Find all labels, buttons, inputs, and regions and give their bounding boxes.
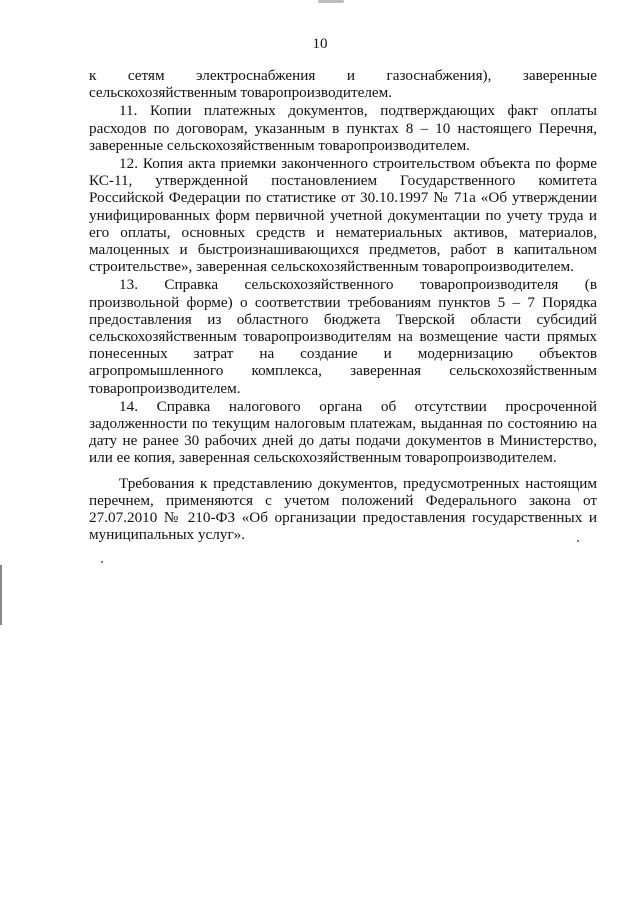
paragraph-requirements: Требования к представлению документов, предусмотренных настоящим перечнем, применяются с учетом положений Федерального закона от 27.07.2010 № 210-ФЗ «Об организации предоставления государственных и муниципальных услуг». [89,474,597,544]
paragraph-item-13: 13. Справка сельскохозяйственного товаропроизводителя (в произвольной форме) о соответствии требованиям пунктов 5 – 7 Порядка предоставления из областного бюджета Тверской области субсидий сельскохозяйственным товаропроизводителям на возмещение части прямых понесенных затрат на создание и модернизацию объектов агропромышленного комплекса, заверенная сельскохозяйственным товаропроизводителем. [89,276,597,397]
paragraph-continuation: к сетям электроснабжения и газоснабжения), заверенные сельскохозяйственным товаропроизводителем. [89,67,597,102]
scan-dot [577,540,579,542]
scan-artifact [318,0,344,3]
scan-dot [101,561,103,563]
page-number: 10 [312,36,328,52]
scan-edge-artifact [0,565,2,625]
paragraph-item-11: 11. Копии платежных документов, подтверждающих факт оплаты расходов по договорам, указанным в пунктах 8 – 10 настоящего Перечня, заверенные сельскохозяйственным товаропроизводителем. [89,102,597,154]
paragraph-item-14: 14. Справка налогового органа об отсутствии просроченной задолженности по текущим налоговым платежам, выданная по состоянию на дату не ранее 30 рабочих дней до даты подачи документов в Министерство, или ее копия, заверенная сельскохозяйственным товаропроизводителем. [89,397,597,467]
document-body [89,67,597,543]
paragraph-item-12: 12. Копия акта приемки законченного строительством объекта по форме КС-11, утвержденной постановлением Государственного комитета Российской Федерации по статистике от 30.10.1997 № 71а «Об утверждении унифицированных форм первичной учетной документации по учету труда и его оплаты, основных средств и нематериальных активов, материалов, малоценных и быстроизнашивающихся предметов, работ в капитальном строительстве», заверенная сельскохозяйственным товаропроизводителем. [89,155,597,276]
